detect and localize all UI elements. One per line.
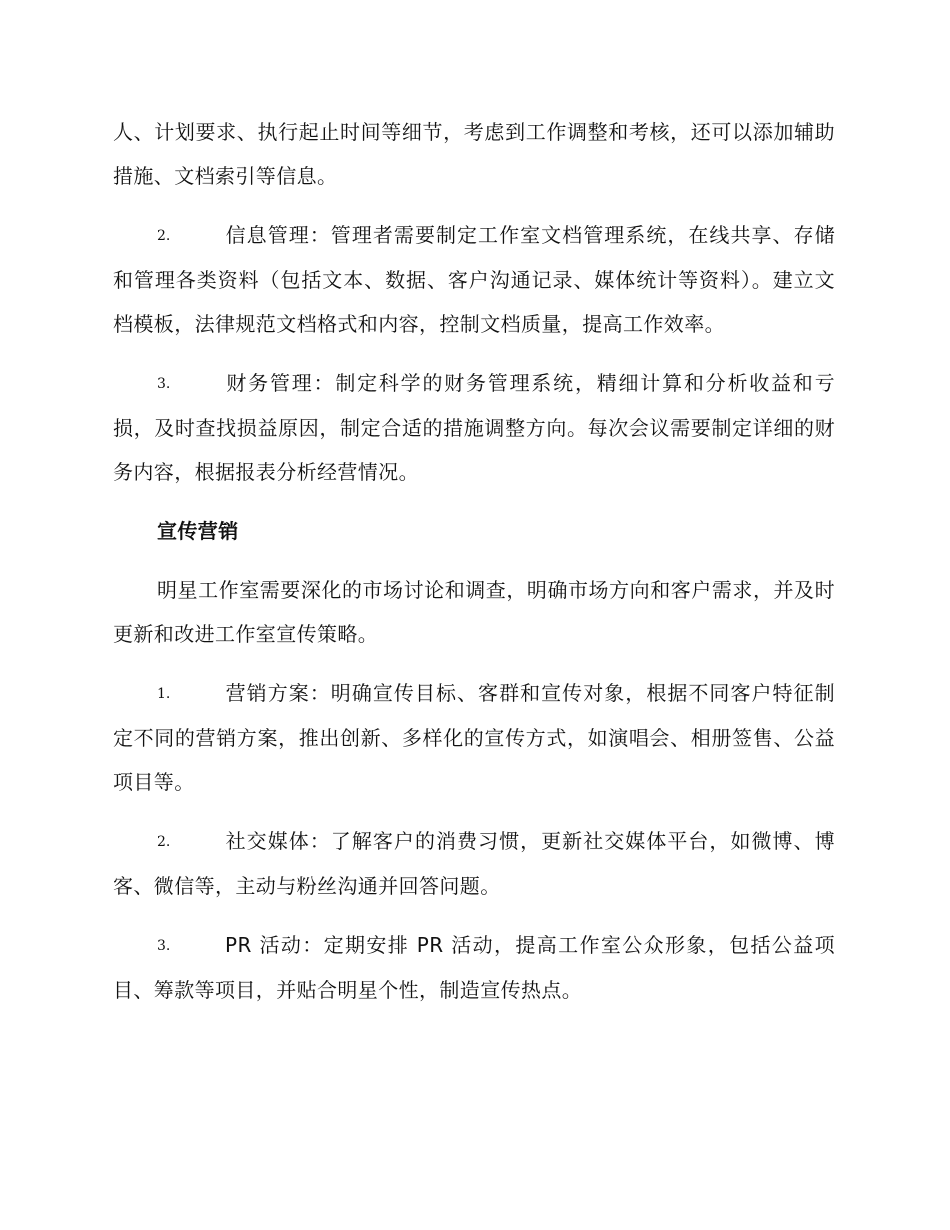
spacer: [113, 346, 835, 361]
spacer: [113, 198, 835, 213]
list-item-finance-management: [113, 361, 835, 494]
list-item-social-media: [113, 819, 835, 908]
spacer: [113, 804, 835, 819]
list-item-text: PR 活动：定期安排 PR 活动，提高工作室公众形象，包括公益项目、筹款等项目，并贴合明星个性，制造宣传热点。: [113, 933, 835, 1002]
list-number: 1.: [157, 686, 171, 702]
list-number: 2.: [157, 228, 171, 244]
list-item-text: 社交媒体：了解客户的消费习惯，更新社交媒体平台，如微博、博客、微信等，主动与粉丝沟通并回答问题。: [113, 829, 835, 898]
list-number: 2.: [157, 834, 171, 850]
list-item-text: 信息管理：管理者需要制定工作室文档管理系统，在线共享、存储和管理各类资料（包括文本、数据、客户沟通记录、媒体统计等资料）。建立文档模板，法律规范文档格式和内容，控制文档质量，提高工作效率。: [113, 223, 835, 336]
document-body: [113, 110, 835, 1012]
list-number: 3.: [157, 376, 171, 392]
spacer: [113, 494, 835, 509]
list-item-text: 营销方案：明确宣传目标、客群和宣传对象，根据不同客户特征制定不同的营销方案，推出创新、多样化的宣传方式，如演唱会、相册签售、公益项目等。: [113, 681, 835, 794]
spacer: [113, 656, 835, 671]
list-number: 3.: [157, 938, 171, 954]
spacer: [113, 908, 835, 923]
list-item-pr-activities: [113, 923, 835, 1012]
intro-continuation-paragraph: 人、计划要求、执行起止时间等细节，考虑到工作调整和考核，还可以添加辅助措施、文档索引等信息。: [113, 120, 835, 188]
list-item-info-management: [113, 213, 835, 346]
list-item-marketing-plan: [113, 671, 835, 804]
list-item-text: 财务管理：制定科学的财务管理系统，精细计算和分析收益和亏损，及时查找损益原因，制定合适的措施调整方向。每次会议需要制定详细的财务内容，根据报表分析经营情况。: [113, 371, 835, 484]
section-intro-paragraph: 明星工作室需要深化的市场讨论和调查，明确市场方向和客户需求，并及时更新和改进工作室宣传策略。: [113, 578, 835, 646]
spacer: [113, 553, 835, 568]
section-heading: 宣传营销: [157, 519, 239, 543]
